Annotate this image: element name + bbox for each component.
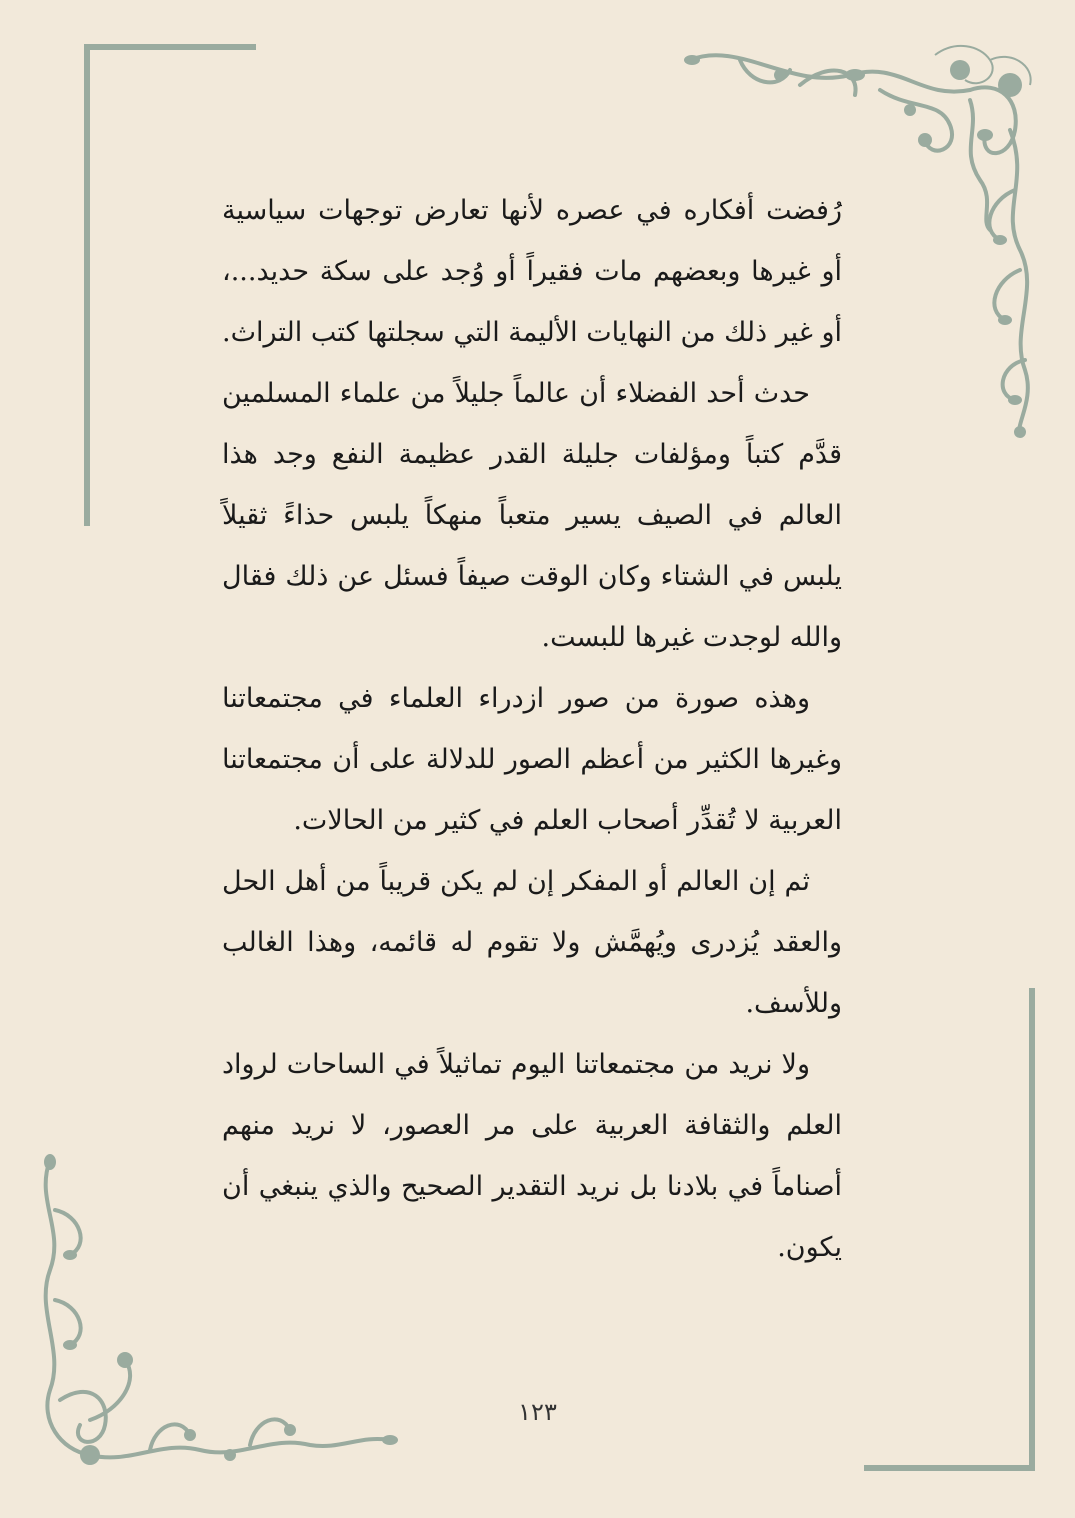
body-text [222, 180, 842, 1278]
frame-top-left-vertical [84, 44, 90, 526]
paragraph: وهذه صورة من صور ازدراء العلماء في مجتمعاتنا وغيرها الكثير من أعظم الصور للدلالة على أن مجتمعاتنا العربية لا تُقدِّر أصحاب العلم في كثير من الحالات. [222, 683, 842, 836]
frame-bottom-right-horizontal [864, 1465, 1035, 1471]
paragraph: حدث أحد الفضلاء أن عالماً جليلاً من علماء المسلمين قدَّم كتباً ومؤلفات جليلة القدر عظيمة النفع وجد هذا العالم في الصيف يسير متعباً منهكاً يلبس حذاءً ثقيلاً يلبس في الشتاء وكان الوقت صيفاً فسئل عن ذلك فقال والله لوجدت غيرها للبست. [222, 378, 842, 653]
paragraph: ثم إن العالم أو المفكر إن لم يكن قريباً من أهل الحل والعقد يُزدرى ويُهمَّش ولا تقوم له قائمه، وهذا الغالب وللأسف. [222, 866, 842, 1019]
frame-top-left-horizontal [84, 44, 256, 50]
paragraph: ولا نريد من مجتمعاتنا اليوم تماثيلاً في الساحات لرواد العلم والثقافة العربية على مر العصور، لا نريد منهم أصناماً في بلادنا بل نريد التقدير الصحيح والذي ينبغي أن يكون. [222, 1049, 842, 1263]
paragraph: رُفضت أفكاره في عصره لأنها تعارض توجهات سياسية أو غيرها وبعضهم مات فقيراً أو وُجد على سكة حديد...، أو غير ذلك من النهايات الأليمة التي سجلتها كتب التراث. [221, 195, 842, 348]
page-number: ١٢٣ [518, 1398, 557, 1426]
